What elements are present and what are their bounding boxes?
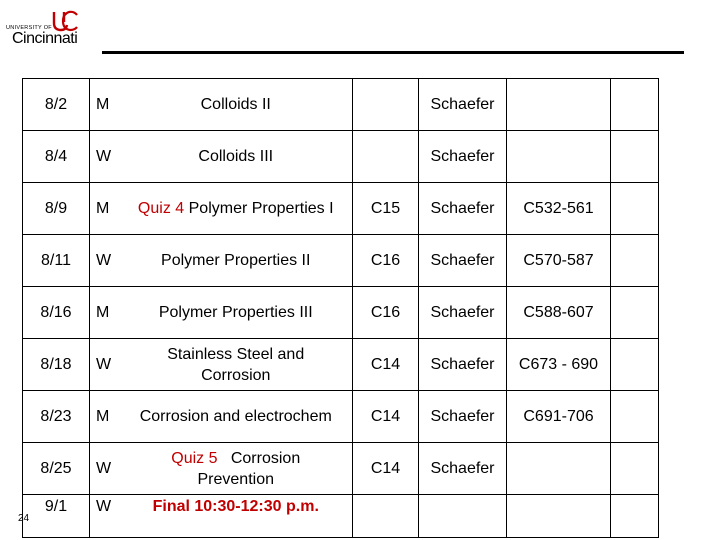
day-cell: M xyxy=(90,287,120,339)
schedule-table xyxy=(22,78,659,538)
slide-number: 24 xyxy=(18,513,30,524)
instructor-cell: Schaefer xyxy=(419,443,507,495)
empty-cell xyxy=(611,495,659,538)
date-cell: 8/4 xyxy=(23,131,90,183)
topic-cell: Colloids III xyxy=(120,131,353,183)
instructor-cell: Schaefer xyxy=(419,235,507,287)
empty-cell xyxy=(611,391,659,443)
day-cell: M xyxy=(90,391,120,443)
chapter-cell xyxy=(353,131,419,183)
topic-line-2: Corrosion xyxy=(201,366,271,384)
topic-cell xyxy=(120,339,353,391)
day-cell: W xyxy=(90,235,120,287)
table-row xyxy=(23,495,659,538)
chapter-cell: C14 xyxy=(353,443,419,495)
day-cell: W xyxy=(90,443,120,495)
topic-line-1: Corrosion xyxy=(217,449,301,467)
logo-wordmark: Cincinnati xyxy=(12,30,78,47)
logo-small-text: UNIVERSITY OF xyxy=(6,25,52,31)
pages-cell xyxy=(507,131,611,183)
empty-cell xyxy=(611,339,659,391)
table-row xyxy=(23,183,659,235)
quiz-label: Quiz 5 xyxy=(171,449,218,467)
date-cell: 8/16 xyxy=(23,287,90,339)
instructor-cell: Schaefer xyxy=(419,79,507,131)
final-exam-label: Final 10:30-12:30 p.m. xyxy=(152,498,319,515)
empty-cell xyxy=(611,287,659,339)
day-cell: W xyxy=(90,131,120,183)
empty-cell xyxy=(611,443,659,495)
instructor-cell xyxy=(419,495,507,538)
pages-cell: C570-587 xyxy=(507,235,611,287)
chapter-cell xyxy=(353,495,419,538)
pages-cell xyxy=(507,443,611,495)
pages-cell: C532-561 xyxy=(507,183,611,235)
table-row xyxy=(23,235,659,287)
chapter-cell: C15 xyxy=(353,183,419,235)
topic-cell xyxy=(120,443,353,495)
pages-cell: C588-607 xyxy=(507,287,611,339)
day-cell: M xyxy=(90,183,120,235)
topic-cell xyxy=(120,183,353,235)
topic-cell xyxy=(120,495,353,538)
chapter-cell: C16 xyxy=(353,235,419,287)
empty-cell xyxy=(611,235,659,287)
instructor-cell: Schaefer xyxy=(419,131,507,183)
topic-cell: Polymer Properties II xyxy=(120,235,353,287)
day-cell: M xyxy=(90,79,120,131)
header-rule xyxy=(102,51,684,54)
instructor-cell: Schaefer xyxy=(419,391,507,443)
instructor-cell: Schaefer xyxy=(419,183,507,235)
chapter-cell: C16 xyxy=(353,287,419,339)
date-cell: 8/18 xyxy=(23,339,90,391)
pages-cell xyxy=(507,495,611,538)
topic-cell: Colloids II xyxy=(120,79,353,131)
topic-line-2: Prevention xyxy=(197,470,274,488)
empty-cell xyxy=(611,183,659,235)
date-cell: 8/9 xyxy=(23,183,90,235)
topic-line-1: Stainless Steel and xyxy=(167,345,305,363)
table-row xyxy=(23,339,659,391)
chapter-cell: C14 xyxy=(353,391,419,443)
empty-cell xyxy=(611,131,659,183)
table-row xyxy=(23,391,659,443)
date-cell: 8/2 xyxy=(23,79,90,131)
topic-text: Polymer Properties I xyxy=(184,200,334,217)
topic-cell: Corrosion and electrochem xyxy=(120,391,353,443)
chapter-cell xyxy=(353,79,419,131)
date-cell: 8/11 xyxy=(23,235,90,287)
table-row xyxy=(23,287,659,339)
pages-cell: C691-706 xyxy=(507,391,611,443)
empty-cell xyxy=(611,79,659,131)
date-cell: 8/23 xyxy=(23,391,90,443)
date-cell: 8/25 xyxy=(23,443,90,495)
day-cell: W xyxy=(90,495,120,538)
university-logo xyxy=(6,10,86,50)
table-row xyxy=(23,131,659,183)
quiz-label: Quiz 4 xyxy=(137,200,185,217)
chapter-cell: C14 xyxy=(353,339,419,391)
table-row xyxy=(23,79,659,131)
date-cell: 9/1 xyxy=(23,495,90,538)
pages-cell xyxy=(507,79,611,131)
instructor-cell: Schaefer xyxy=(419,287,507,339)
table-row xyxy=(23,443,659,495)
day-cell: W xyxy=(90,339,120,391)
pages-cell: C673 - 690 xyxy=(507,339,611,391)
instructor-cell: Schaefer xyxy=(419,339,507,391)
topic-cell: Polymer Properties III xyxy=(120,287,353,339)
